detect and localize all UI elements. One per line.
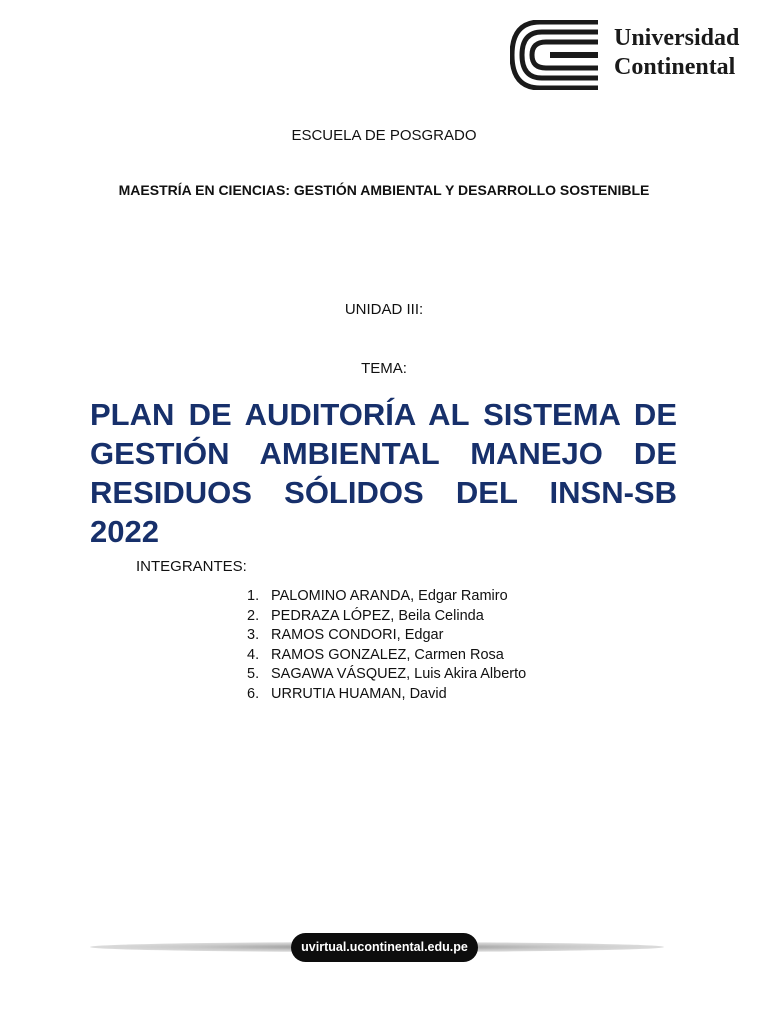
list-item bbox=[247, 685, 526, 705]
tema-label: TEMA: bbox=[361, 360, 407, 377]
item-number: 3. bbox=[247, 627, 260, 643]
list-item bbox=[247, 626, 526, 646]
members-list bbox=[247, 587, 526, 704]
list-item bbox=[247, 607, 526, 627]
continental-emblem-icon bbox=[510, 20, 602, 90]
logo-wordmark bbox=[614, 24, 739, 82]
item-number: 6. bbox=[247, 685, 260, 702]
member-name: SAGAWA VÁSQUEZ, Luis Akira Alberto bbox=[271, 666, 527, 682]
unit-label: UNIDAD III: bbox=[344, 301, 424, 318]
member-name: RAMOS GONZALEZ, Carmen Rosa bbox=[271, 646, 504, 663]
item-number: 2. bbox=[247, 607, 260, 624]
members-heading: INTEGRANTES: bbox=[136, 558, 247, 575]
member-name: URRUTIA HUAMAN, David bbox=[271, 685, 447, 702]
title-line: PLAN DE AUDITORÍA AL SISTEMA DE bbox=[90, 397, 677, 432]
list-item bbox=[247, 646, 526, 666]
list-item bbox=[247, 587, 526, 607]
item-number: 4. bbox=[247, 646, 260, 663]
item-number: 1. bbox=[247, 588, 260, 604]
list-item bbox=[247, 665, 526, 685]
program-name: MAESTRÍA EN CIENCIAS: GESTIÓN AMBIENTAL Y DESARROLLO SOSTENIBLE bbox=[118, 182, 650, 198]
title-line: GESTIÓN AMBIENTAL MANEJO DE bbox=[90, 436, 677, 471]
university-logo bbox=[510, 20, 750, 90]
member-name: RAMOS CONDORI, Edgar bbox=[271, 627, 444, 643]
logo-line-1: Universidad bbox=[614, 25, 740, 51]
member-name: PEDRAZA LÓPEZ, Beila Celinda bbox=[271, 607, 484, 624]
document-title bbox=[90, 395, 677, 551]
footer-url-link[interactable]: uvirtual.ucontinental.edu.pe bbox=[291, 933, 478, 962]
title-line: RESIDUOS SÓLIDOS DEL INSN-SB 2022 bbox=[90, 475, 677, 549]
item-number: 5. bbox=[247, 666, 260, 682]
logo-line-2: Continental bbox=[614, 54, 736, 80]
school-name: ESCUELA DE POSGRADO bbox=[291, 127, 477, 144]
member-name: PALOMINO ARANDA, Edgar Ramiro bbox=[271, 588, 508, 604]
